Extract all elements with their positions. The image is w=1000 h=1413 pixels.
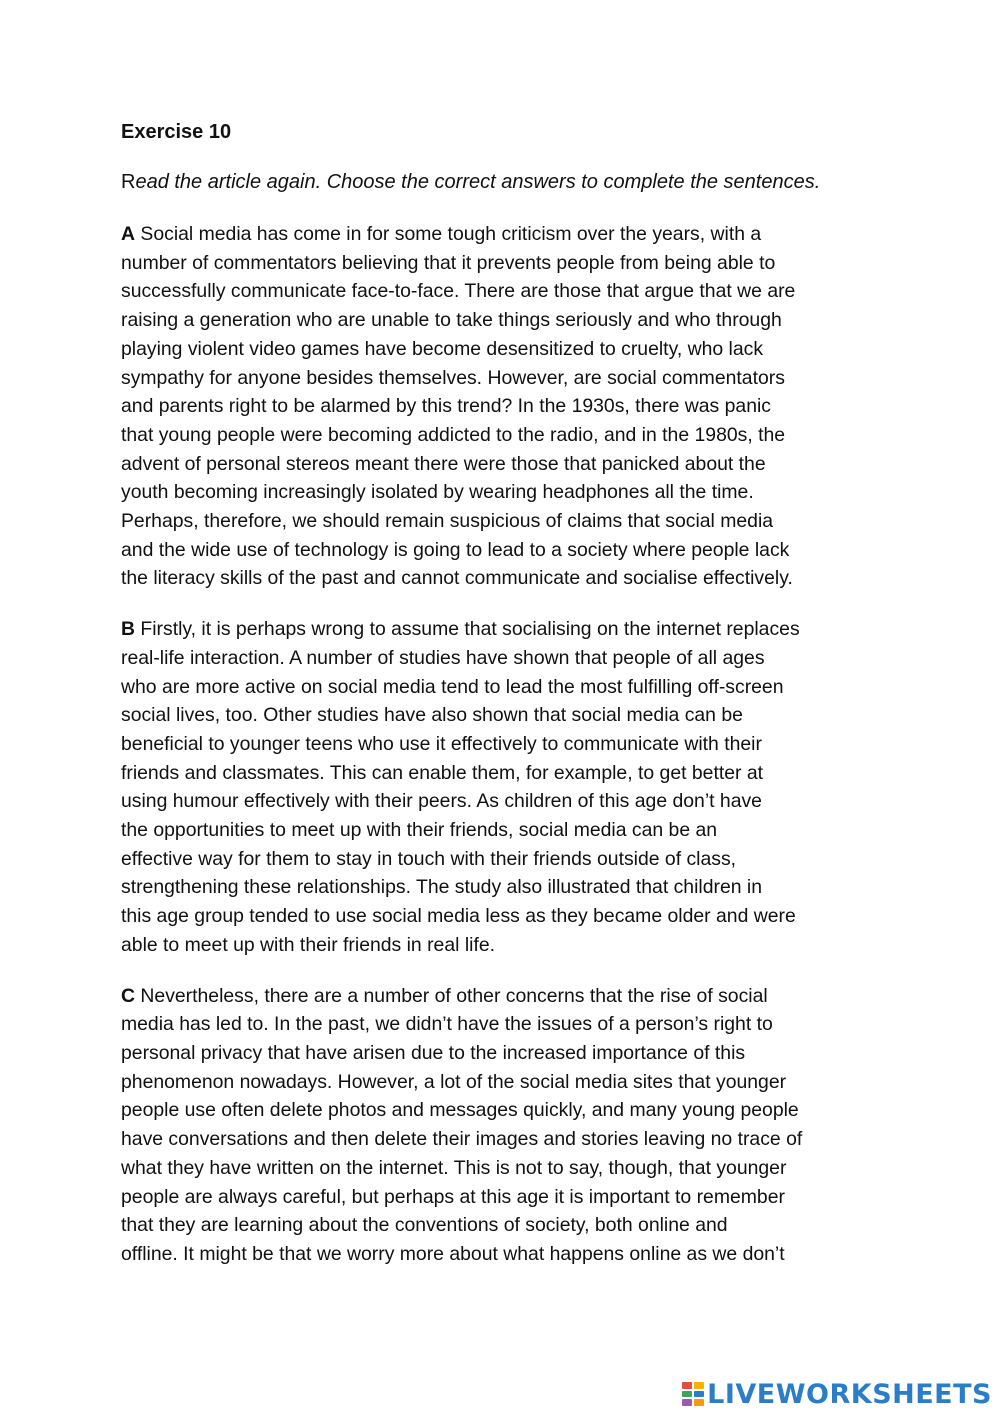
paragraph-line-text: personal privacy that have arisen due to the increased importance of this (121, 1041, 746, 1064)
paragraph-line-text: advent of personal stereos meant there were those that panicked about the (121, 452, 766, 475)
paragraph-line (121, 902, 891, 931)
paragraph-line (121, 615, 891, 644)
paragraph-line (121, 759, 891, 788)
paragraph-line (121, 421, 891, 450)
paragraph-line-text: playing violent video games have become desensitized to cruelty, who lack (121, 337, 764, 360)
paragraph-line (121, 564, 891, 593)
paragraph-line (121, 1068, 891, 1097)
paragraph-line (121, 450, 891, 479)
exercise-title: Exercise 10 (121, 121, 232, 143)
paragraph-line (121, 701, 891, 730)
paragraph-line (121, 673, 891, 702)
paragraph-line (121, 478, 891, 507)
paragraph-line-text: strengthening these relationships. The study also illustrated that children in (121, 876, 762, 899)
paragraph-line-text: media has led to. In the past, we didn’t have the issues of a person’s right to (121, 1013, 773, 1036)
paragraph-line (121, 1125, 891, 1154)
paragraph-line-text: youth becoming increasingly isolated by wearing headphones all the time. (121, 481, 754, 504)
paragraph-line (121, 787, 891, 816)
paragraph-line-text: and parents right to be alarmed by this trend? In the 1930s, there was panic (121, 395, 771, 418)
paragraph-letter: C (121, 984, 136, 1007)
article-paragraph-c (121, 982, 891, 1269)
brand-logo (682, 1378, 992, 1410)
exercise-instruction (121, 168, 891, 196)
paragraph-line (121, 306, 891, 335)
paragraph-line (121, 1039, 891, 1068)
instruction-first-letter: R (121, 171, 136, 193)
paragraph-line-text: number of commentators believing that it prevents people from being able to (121, 251, 776, 274)
paragraph-line (121, 536, 891, 565)
paragraph-line-text: have conversations and then delete their images and stories leaving no trace of (121, 1128, 803, 1151)
paragraph-line-text: raising a generation who are unable to take things seriously and who through (121, 309, 782, 332)
paragraph-line-text: Social media has come in for some tough criticism over the years, with a (135, 223, 762, 245)
paragraph-line (121, 277, 891, 306)
paragraph-line (121, 249, 891, 278)
brand-text: LIVEWORKSHEETS (707, 1378, 992, 1410)
paragraph-line (121, 392, 891, 421)
paragraph-line (121, 507, 891, 536)
paragraph-line (121, 873, 891, 902)
paragraph-line-text: the opportunities to meet up with their friends, social media can be an (121, 819, 718, 842)
paragraph-line (121, 982, 891, 1011)
paragraph-line-text: using humour effectively with their peers. As children of this age don’t have (121, 790, 762, 813)
article-paragraph-a (121, 220, 891, 593)
paragraph-line (121, 1211, 891, 1240)
paragraph-line-text: offline. It might be that we worry more about what happens online as we don’t (121, 1242, 785, 1265)
instruction-text: ead the article again. Choose the correct answers to complete the sentences. (135, 171, 821, 193)
paragraph-line-text: and the wide use of technology is going to lead to a society where people lack (121, 538, 790, 561)
paragraph-line (121, 931, 891, 960)
paragraph-line-text: people are always careful, but perhaps at this age it is important to remember (121, 1185, 785, 1208)
paragraph-line (121, 220, 891, 249)
paragraph-line (121, 1096, 891, 1125)
paragraph-line (121, 644, 891, 673)
paragraph-line-text: Perhaps, therefore, we should remain suspicious of claims that social media (121, 510, 774, 533)
paragraph-line (121, 364, 891, 393)
worksheet-page (121, 118, 891, 1291)
paragraph-line (121, 730, 891, 759)
paragraph-line-text: that young people were becoming addicted to the radio, and in the 1980s, the (121, 423, 786, 446)
paragraph-line-text: who are more active on social media tend to lead the most fulfilling off-screen (121, 675, 784, 698)
paragraph-line (121, 845, 891, 874)
paragraph-line (121, 1154, 891, 1183)
paragraph-line (121, 1183, 891, 1212)
paragraph-line-text: beneficial to younger teens who use it effectively to communicate with their (121, 732, 762, 755)
paragraph-line-text: that they are learning about the conventions of society, both online and (121, 1214, 728, 1237)
paragraph-line-text: phenomenon nowadays. However, a lot of the social media sites that younger (121, 1070, 787, 1093)
paragraph-line-text: Nevertheless, there are a number of other concerns that the rise of social (135, 984, 768, 1007)
paragraph-line-text: what they have written on the internet. This is not to say, though, that younger (121, 1156, 787, 1179)
paragraph-line-text: this age group tended to use social media less as they became older and were (121, 905, 796, 928)
paragraph-letter: A (121, 223, 136, 245)
article-paragraph-b (121, 615, 891, 959)
paragraph-line-text: Firstly, it is perhaps wrong to assume that socialising on the internet replaces (135, 618, 800, 641)
paragraph-line (121, 1010, 891, 1039)
paragraph-line (121, 816, 891, 845)
paragraph-line-text: real-life interaction. A number of studies have shown that people of all ages (121, 646, 765, 669)
paragraph-line-text: effective way for them to stay in touch with their friends outside of class, (121, 847, 737, 870)
paragraph-line-text: successfully communicate face-to-face. There are those that argue that we are (121, 280, 796, 303)
paragraph-line-text: social lives, too. Other studies have also shown that social media can be (121, 704, 743, 727)
paragraph-line (121, 1240, 891, 1269)
paragraph-line-text: friends and classmates. This can enable them, for example, to get better at (121, 761, 764, 784)
paragraph-line-text: able to meet up with their friends in real life. (121, 933, 495, 956)
paragraph-line-text: the literacy skills of the past and cannot communicate and socialise effectively. (121, 567, 793, 590)
paragraph-letter: B (121, 618, 136, 641)
liveworksheets-logo-icon (682, 1382, 704, 1406)
article-body (121, 220, 891, 1269)
paragraph-line-text: people use often delete photos and messages quickly, and many young people (121, 1099, 799, 1122)
paragraph-line-text: sympathy for anyone besides themselves. However, are social commentators (121, 366, 785, 389)
paragraph-line (121, 335, 891, 364)
